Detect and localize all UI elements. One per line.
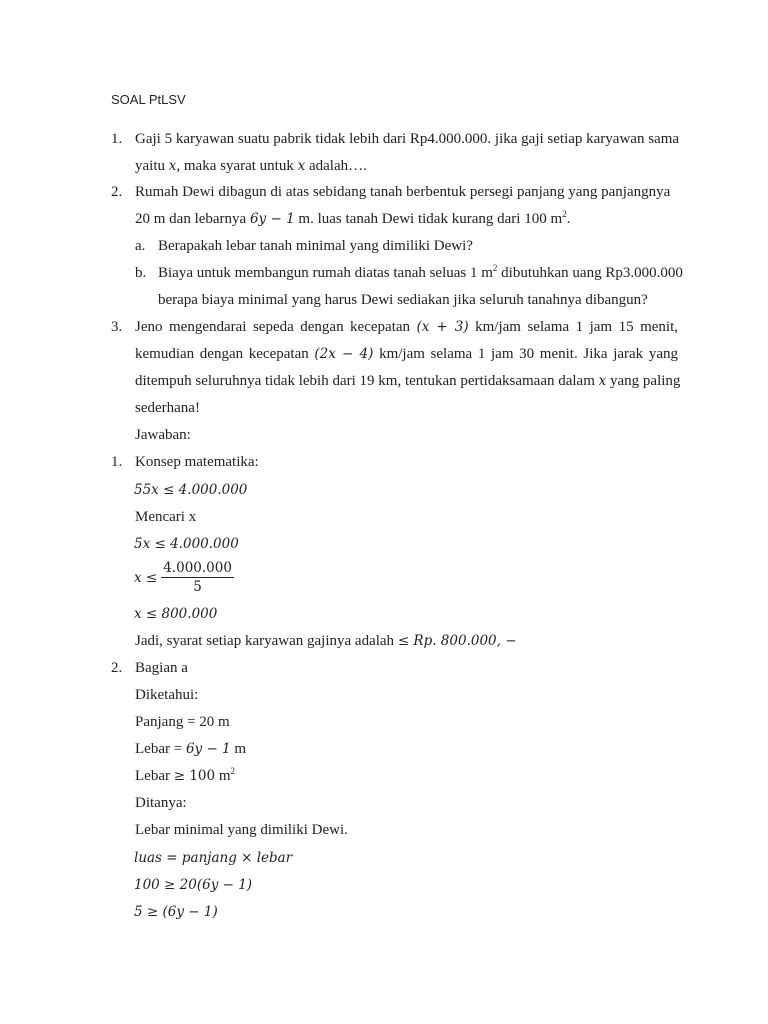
question-2-number: 2.: [111, 184, 123, 200]
answer-2-known: Diketahui:: [135, 687, 199, 703]
question-2a-label: a.: [135, 238, 146, 254]
answer-2-area-condition: Lebar ≥ 100 $m^2$: [135, 766, 236, 784]
answers-heading: Jawaban:: [135, 427, 191, 443]
document-title: SOAL PtLSV: [111, 92, 186, 107]
question-2b-line-2: berapa biaya minimal yang harus Dewi sediakan jika seluruh tanahnya dibangun?: [158, 292, 648, 308]
question-3-line-3: ditempuh seluruhnya tidak lebih dari 19 km, tentukan pertidaksamaan dalam x yang paling: [135, 373, 681, 389]
question-3-line-1: Jeno mengendarai sepeda dengan kecepatan (x + 3) km/jam selama 1 jam 15 menit,: [135, 319, 678, 335]
answer-2-asked: Ditanya:: [135, 795, 187, 811]
answer-1-equation-1: 55x ≤ 4.000.000: [134, 482, 248, 498]
answer-1-fraction: [134, 560, 234, 595]
answer-2-asked-text: Lebar minimal yang dimiliki Dewi.: [135, 822, 348, 838]
answer-1-equation-2: 5x ≤ 4.000.000: [134, 536, 239, 552]
answer-2-number: 2.: [111, 660, 123, 676]
question-2-line-2: 20 m dan lebarnya 6y − 1 m. luas tanah Dewi tidak kurang dari 100 $m^2$.: [135, 209, 571, 227]
answer-2-equation-2: 100 ≥ 20(6y − 1): [134, 877, 253, 893]
answer-2-panjang: Panjang = 20 m: [135, 714, 230, 730]
answer-2-label: Bagian a: [135, 660, 188, 676]
question-2b-label: b.: [135, 265, 147, 281]
question-1-line-1: Gaji 5 karyawan suatu pabrik tidak lebih dari Rp4.000.000. jika gaji setiap karyawan sama: [135, 131, 680, 147]
answer-1-find: Mencari x: [135, 509, 197, 525]
question-1-number: 1.: [111, 131, 123, 147]
answer-1-conclusion: Jadi, syarat setiap karyawan gajinya adalah ≤ Rp. 800.000, −: [135, 633, 517, 649]
answer-1-label: Konsep matematika:: [135, 454, 259, 470]
question-2-line-1: Rumah Dewi dibagun di atas sebidang tanah berbentuk persegi panjang yang panjangnya: [135, 184, 671, 200]
fraction-denominator: 5: [193, 579, 202, 595]
fraction-numerator: 4.000.000: [163, 560, 232, 576]
answer-2-equation-1: luas = panjang × lebar: [134, 850, 293, 866]
answer-2-equation-3: 5 ≥ (6y − 1): [134, 904, 218, 920]
question-1-line-2: yaitu x, maka syarat untuk x adalah….: [135, 158, 367, 174]
answer-1-equation-3: x ≤ 800.000: [134, 606, 218, 622]
question-3-line-4: sederhana!: [135, 400, 200, 416]
question-3-line-2: kemudian dengan kecepatan (2x − 4) km/jam selama 1 jam 30 menit. Jika jarak yang: [135, 346, 678, 362]
question-2a-text: Berapakah lebar tanah minimal yang dimiliki Dewi?: [158, 238, 473, 254]
answer-1-number: 1.: [111, 454, 123, 470]
question-3-number: 3.: [111, 319, 123, 335]
question-2b-line-1: Biaya untuk membangun rumah diatas tanah seluas 1 $m^2$ dibutuhkan uang Rp3.000.000: [158, 263, 683, 281]
answer-2-lebar: Lebar = 6y − 1 m: [135, 741, 247, 757]
fraction-lhs: x ≤: [134, 569, 158, 586]
